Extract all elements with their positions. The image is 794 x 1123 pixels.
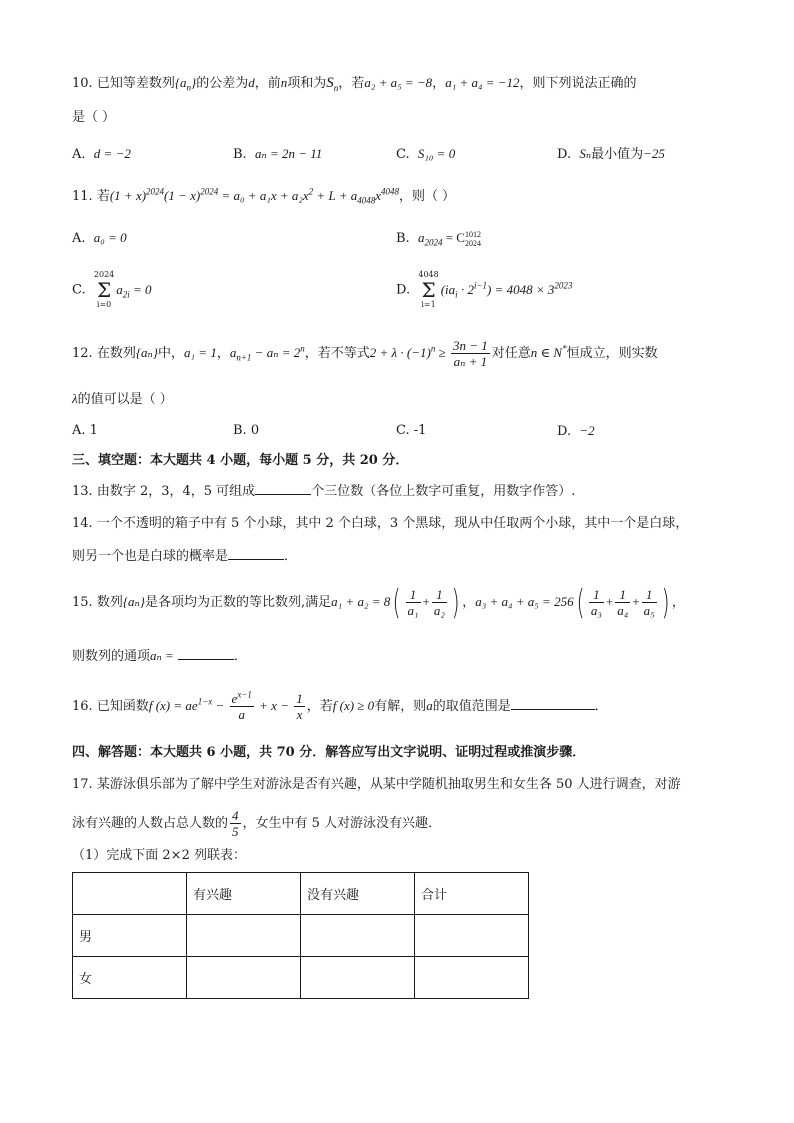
table-cell: 女: [73, 957, 187, 999]
q12-stem: 12. 在数列{aₙ}中，a₁ = 1，$a_{n+1} - a_n = 2^n$，若不等式$2 + \lambda \cdot (-1)^n$ ≥ $\frac{3n - 1}{\text{aₙ + 1}}$ 对任意n ∈ N*恒成立，则实数: [72, 338, 658, 369]
table-row: [73, 957, 529, 999]
table-header-cell: 合计: [415, 873, 529, 915]
table-cell[interactable]: [187, 915, 301, 957]
q10-line2: 是（ ）: [72, 110, 116, 125]
table-header-cell: [73, 873, 187, 915]
q17-line1: 17. 某游泳俱乐部为了解中学生对游泳是否有兴趣，从某中学随机抽取男生和女生各 50 人进行调查，对游: [72, 777, 681, 792]
table-cell[interactable]: [415, 957, 529, 999]
q14-line1: 14. 一个不透明的箱子中有 5 个小球，其中 2 个白球，3 个黑球，现从中任取两个小球，其中一个是白球，: [72, 516, 689, 531]
table-cell[interactable]: [301, 915, 415, 957]
q16-answer-blank[interactable]: [511, 697, 595, 710]
q14-line2: 则另一个也是白球的概率是 ．: [72, 549, 298, 564]
q10-option-a: A. d = −2: [72, 146, 131, 162]
summation-symbol: 4048 Σ i=1: [418, 270, 439, 309]
q11-option-a: A. a₀ = 0: [72, 230, 127, 246]
q13: 13. 由数字 2，3，4，5 可组成 个三位数（各位上数字可重复，用数字作答）.: [72, 484, 576, 499]
q14-answer-blank[interactable]: [228, 547, 284, 560]
q17-part1: （1）完成下面 2×2 列联表：: [72, 848, 246, 863]
summation-symbol: 2024 Σ i=0: [93, 270, 115, 309]
q12-option-b: B. 0: [233, 423, 260, 438]
q11-option-d: D. 4048 Σ i=1 $(ia_i \cdot 2^{i-1}) = 4048 \times 3^{2023}$: [396, 270, 573, 309]
table-cell[interactable]: [415, 915, 529, 957]
table-cell[interactable]: [187, 957, 301, 999]
q10-line1: 10. 已知等差数列$\{a_n\}$的公差为d，前n项和为$S_n$，若a₂ + a₅ = −8，a₁ + a₄ = −12，则下列说法正确的: [72, 75, 637, 93]
section-4-heading: 四、解答题：本大题共 6 小题，共 70 分．解答应写出文字说明、证明过程或推演步骤．: [72, 745, 586, 760]
q11-stem: 11. 若$(1 + x)^{2024}(1 - x)^{2024} = a_0 + a_1x + a_2x^2 + L + a_{4048}x^{4048}$，则（ ）: [72, 186, 456, 206]
q12-option-d: D. −2: [557, 423, 595, 439]
q13-answer-blank[interactable]: [255, 482, 311, 495]
q11-option-c: C. 2024 Σ i=0 $a_{2i} = 0$: [72, 270, 152, 309]
q10-option-d: D. Sₙ最小值为−25: [557, 146, 665, 162]
table-row: [73, 915, 529, 957]
table-cell: 男: [73, 915, 187, 957]
q12-fraction: $\frac{3n - 1}{\text{aₙ + 1}}$: [453, 338, 488, 369]
table-header-cell: 没有兴趣: [301, 873, 415, 915]
q10-option-c: C. S₁₀ = 0: [396, 146, 456, 162]
q15-line2: 则数列的通项aₙ = ．: [72, 648, 247, 664]
q15-stem: 15. 数列{aₙ}是各项均为正数的等比数列,满足a₁ + a₂ = 8( $\frac{1}{\text{a₁}}$ + $\frac{1}{\text{a₂}}$ ) ，a₃ + a₄ + a₅ = 256( $\frac{1}{\text{a₃}}$ + $\frac{1}{\text{a₄}}$ + $\frac{1}{\text{a₅}}$ ) ，: [72, 582, 685, 623]
q15-answer-blank[interactable]: [178, 647, 234, 660]
section-3-heading: 三、填空题：本大题共 4 小题，每小题 5 分，共 20 分．: [72, 453, 409, 468]
table-header-cell: 有兴趣: [187, 873, 301, 915]
q12-line2: λ的值可以是（ ）: [72, 391, 173, 407]
q17-line2: 泳有兴趣的人数占总人数的 $\frac{4}{5}$ ，女生中有 5 人对游泳没有兴趣．: [72, 808, 442, 839]
table-header-row: [73, 873, 529, 915]
q12-option-c: C. -1: [396, 423, 427, 438]
table-cell[interactable]: [301, 957, 415, 999]
q11-option-b: B. $a_{2024} = C$ 1012 2024: [396, 230, 481, 249]
q12-option-a: A. 1: [72, 423, 98, 438]
q10-option-b: B. aₙ = 2n − 11: [233, 146, 323, 162]
contingency-table: [72, 872, 529, 999]
q16: 16. 已知函数f $(x) = ae^{1-x}$ − $\frac{e^{x-1}}{a}$ + x − $\frac{1}{x}$ ，若f (x) ≥ 0有解，则a的取值范围是 ．: [72, 689, 608, 722]
